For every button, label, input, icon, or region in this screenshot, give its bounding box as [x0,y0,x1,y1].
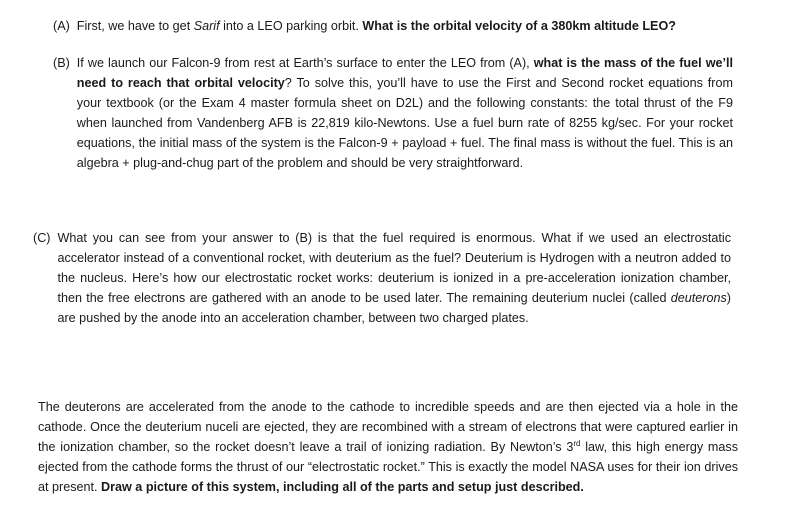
question-c [33,228,731,328]
question-b-text: If we launch our Falcon-9 from rest at Earth’s surface to enter the LEO from (A), what is the mass of the fuel we’ll need to reach that orbital velocity? To solve this, you’ll have to use the First and Second rocket equations from your textbook (or the Exam 4 master formula sheet on D2L) and the following constants: the total thrust of the F9 when launched from Vandenberg AFB is 22,819 kilo-Newtons. Use a fuel burn rate of 8255 kg/sec. For your rocket equations, the initial mass of the system is the Falcon-9 + payload + fuel. The final mass is without the fuel. This is an algebra + plug-and-chug part of the problem and should be very straightforward. [76,56,734,170]
question-a-text: First, we have to get Sarif into a LEO parking orbit. What is the orbital velocity of a 380km altitude LEO? [76,19,676,33]
question-b [53,53,733,173]
question-c-text: What you can see from your answer to (B) is that the fuel required is enormous. What if we used an electrostatic accelerator instead of a conventional rocket, with deuterium as the fuel? Deuterium is Hydrogen with a neutron added to the nucleus. Here’s how our electrostatic rocket works: deuterium is ionized in a pre-acceleration ionization chamber, then the free electrons are gathered with an anode to be used later. The remaining deuterium nuclei (called deuterons) are pushed by the anode into an acceleration chamber, between two charged plates. [57,231,731,325]
question-b-label: (B) [53,56,70,70]
question-c-continued [38,397,738,497]
question-c-continued-text: The deuterons are accelerated from the anode to the cathode to incredible speeds and are then ejected via a hole in the cathode. Once the deuterium nuceli are ejected, they are recombined with a stream of electrons that were captured earlier in the ionization chamber, so the rocket doesn’t leave a trail of ionizing radiation. By Newton’s 3rd law, this high energy mass ejected from the cathode forms the thrust of our “electrostatic rocket.” This is exactly the model NASA uses for their ion drives at present. Draw a picture of this system, including all of the parts and setup just described. [38,400,738,494]
question-a [53,16,753,36]
question-c-label: (C) [33,231,51,245]
question-a-label: (A) [53,19,70,33]
